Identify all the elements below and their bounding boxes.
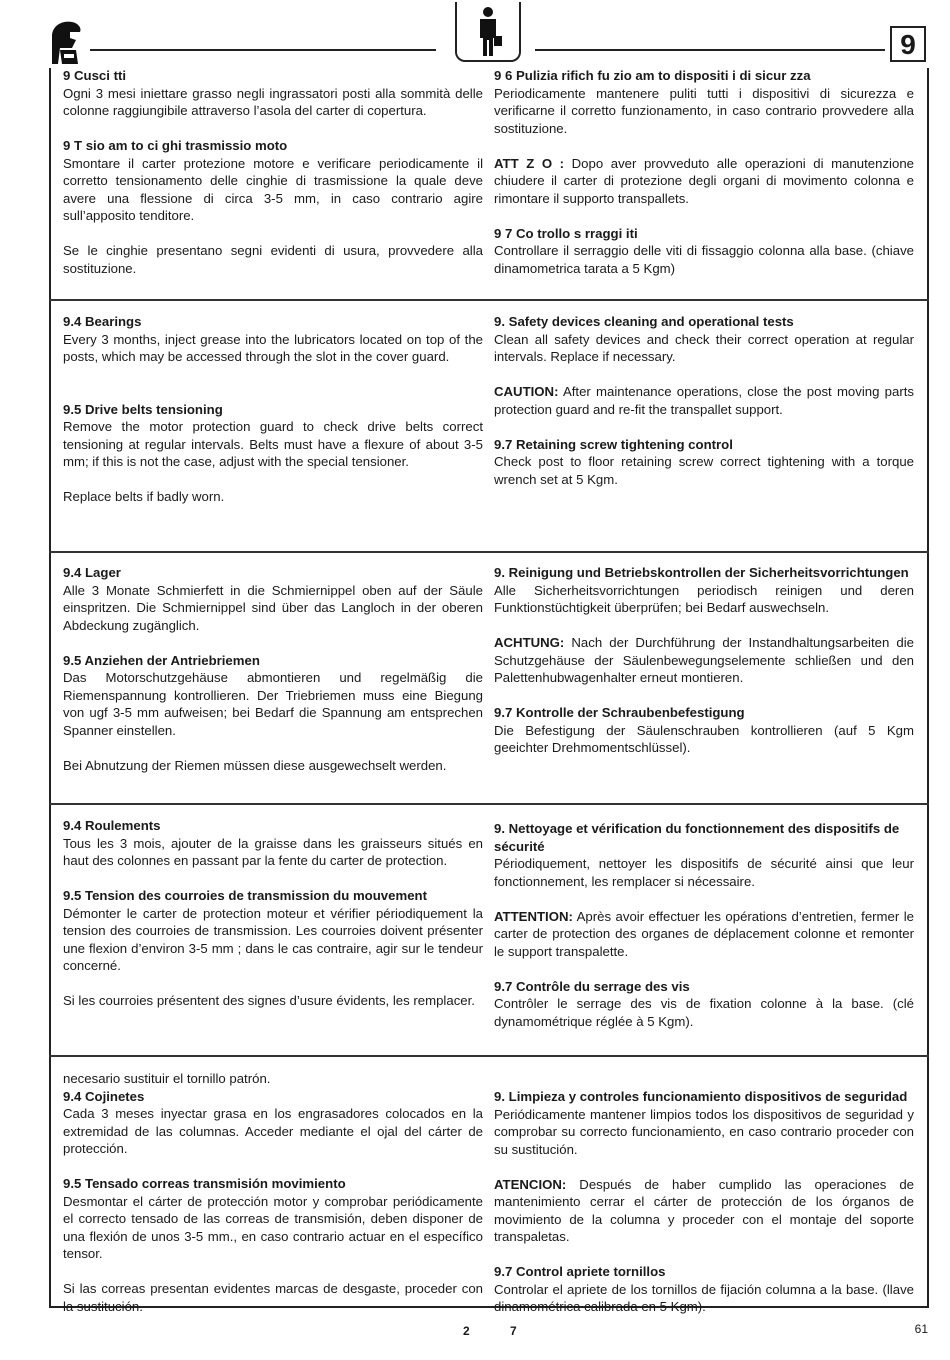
- section-de-left: [63, 564, 483, 792]
- section-heading: 9 T sio am to ci ghi trasmissio moto: [63, 138, 288, 153]
- section-divider: [49, 299, 929, 301]
- section-heading: 9.4 Bearings: [63, 314, 142, 329]
- section-de-right: [494, 564, 914, 774]
- chapter-number: 9: [890, 26, 926, 62]
- section-heading: 9 7 Co trollo s rraggi iti: [494, 225, 638, 241]
- section-it-right: [494, 67, 914, 295]
- paragraph: Tous les 3 mois, ajouter de la graisse dans les graisseurs situés en haut des colonnes en passant par la fente du carter de protection.: [63, 835, 483, 868]
- section-fr-left: [63, 817, 483, 1027]
- paragraph: Ogni 3 mesi iniettare grasso negli ingrassatori posti alla sommità delle colonne raggiungibile attraverso l’asola del carter di copertura.: [63, 85, 483, 118]
- warning-paragraph: [494, 155, 914, 208]
- paragraph: Si las correas presentan evidentes marcas de desgaste, proceder con la sustitución.: [63, 1281, 483, 1314]
- paragraph: Replace belts if badly worn.: [63, 489, 225, 504]
- warning-text: Après avoir effectuer les opérations d’entretien, fermer le carter de protection des organes de déplacement colonne et remonter le support transpalette.: [494, 908, 914, 959]
- section-heading: 9. Reinigung und Betriebskontrollen der Sicherheitsvorrichtungen: [494, 565, 909, 580]
- paragraph: Si les courroies présentent des signes d’usure évidents, les remplacer.: [63, 993, 475, 1008]
- section-heading: 9 6 Pulizia rifich fu zio am to dispositi i di sicur zza: [494, 68, 811, 83]
- header-rule-left: [90, 49, 436, 51]
- paragraph: Se le cinghie presentano segni evidenti di usura, provvedere alla sostituzione.: [63, 243, 483, 276]
- warning-paragraph: [494, 634, 914, 687]
- section-divider: [49, 551, 929, 553]
- section-en-right: [494, 313, 914, 506]
- paragraph: Desmontar el cárter de protección motor y comprobar periódicamente el correcto tensado de las correas de transmisión, deben disponer de una flexión de unos 3-5 mm., en caso contrario actuar en el específico tensor.: [63, 1193, 483, 1261]
- warning-text: After maintenance operations, close the post moving parts protection guard and re-fit the transpallet support.: [494, 384, 914, 417]
- section-divider: [49, 1055, 929, 1057]
- paragraph: Alle 3 Monate Schmierfett in die Schmiernippel oben auf der Säule einspritzen. Die Schmiernippel sind über das Langloch in der oberen Abdeckung zugänglich.: [63, 582, 483, 633]
- paragraph: Démonter le carter de protection moteur et vérifier périodiquement la tension des courroies de transmission. Les courroies doivent présenter une flexion d’environ 3-5 mm ; dans le cas contraire, agir sur le tendeur concerné.: [63, 905, 483, 973]
- section-en-left: [63, 313, 483, 523]
- footer-code-right: 7: [510, 1324, 517, 1338]
- paragraph: Controlar el apriete de los tornillos de fijación columna a la base. (llave dinamométrica calibrada en 5 Kgm).: [494, 1281, 914, 1314]
- page-header: [0, 0, 950, 70]
- section-heading: 9 Cusci tti: [63, 68, 127, 83]
- paragraph: necesario sustituir el tornillo patrón.: [63, 1071, 271, 1086]
- section-heading: 9. Nettoyage et vérification du fonctionnement des dispositifs de sécurité: [494, 821, 900, 854]
- section-heading: 9. Safety devices cleaning and operational tests: [494, 314, 794, 329]
- warning-text: Después de haber cumplido las operaciones de mantenimiento cerrar el cárter de protección de los órganos de movimiento de la columna y proceder con el montaje del soporte transpaletas.: [494, 1176, 914, 1244]
- page-number: 61: [914, 1322, 928, 1336]
- warning-paragraph: [494, 383, 914, 418]
- section-heading: 9.7 Retaining screw tightening control: [494, 436, 733, 452]
- paragraph: Controllare il serraggio delle viti di fissaggio colonna alla base. (chiave dinamometrica tarata a 5 Kgm): [494, 243, 914, 276]
- warning-paragraph: [494, 908, 914, 961]
- paragraph: Every 3 months, inject grease into the lubricators located on top of the posts, which may be accessed through the slot in the cover guard.: [63, 331, 483, 364]
- section-fr-right: [494, 820, 914, 1048]
- operator-icon: [472, 6, 504, 58]
- paragraph: Contrôler le serrage des vis de fixation colonne à la base. (clé dynamométrique réglée à 5 Kgm).: [494, 996, 914, 1029]
- section-heading: 9.5 Drive belts tensioning: [63, 401, 223, 417]
- warning-text: Nach der Durchführung der Instandhaltungsarbeiten die Schutzgehäuse der Säulenbewegungselemente schließen und den Palettenhubwagenhalter erneut montieren.: [494, 635, 914, 685]
- warning-label: CAUTION:: [494, 384, 559, 399]
- paragraph: Periódicamente mantener limpios todos los dispositivos de seguridad y comprobar su correcto funcionamiento, en caso contrario proceder con su sustitución.: [494, 1106, 914, 1157]
- section-heading: 9.5 Anziehen der Antriebriemen: [63, 652, 260, 668]
- warning-label: ACHTUNG:: [494, 635, 565, 650]
- section-it-left: [63, 67, 483, 295]
- warning-label: ATT Z O :: [494, 155, 565, 171]
- paragraph: Die Befestigung der Säulenschrauben kontrollieren (auf 5 Kgm geeichter Drehmomentschlüssel).: [494, 722, 914, 755]
- header-rule-right: [535, 49, 885, 51]
- section-heading: 9.5 Tensado correas transmisión movimiento: [63, 1176, 346, 1191]
- operator-icon-box: [455, 2, 521, 62]
- section-heading: 9.4 Lager: [63, 565, 121, 580]
- paragraph: Remove the motor protection guard to check drive belts correct tensioning at regular intervals. Belts must have a flexure of about 3-5 mm; if this is not the case, adjust with the special tensioner.: [63, 419, 483, 469]
- warning-paragraph: [494, 1176, 914, 1246]
- paragraph: Check post to floor retaining screw correct tightening with a torque wrench set at 5 Kgm.: [494, 454, 914, 487]
- warning-text: Dopo aver provveduto alle operazioni di manutenzione chiudere il carter di protezione degli organi di movimento colonna e rimontare il supporto transpallets.: [494, 155, 914, 206]
- section-es-right: [494, 1088, 914, 1333]
- paragraph: Cada 3 meses inyectar grasa en los engrasadores colocados en la extremidad de las columnas. Acceder mediante el ojal del cárter de protección.: [63, 1106, 483, 1156]
- warning-label: ATTENTION:: [494, 908, 573, 924]
- section-es-left: [63, 1070, 483, 1333]
- section-heading: 9.7 Contrôle du serrage des vis: [494, 978, 690, 994]
- footer-code-left: 2: [463, 1324, 470, 1338]
- section-heading: 9.7 Kontrolle der Schraubenbefestigung: [494, 705, 745, 720]
- paragraph: Alle Sicherheitsvorrichtungen periodisch reinigen und deren Funktionstüchtigkeit überprüfen; bei Bedarf auswechseln.: [494, 582, 914, 615]
- paragraph: Das Motorschutzgehäuse abmontieren und regelmäßig die Riemenspannung kontrollieren. Der Triebriemen muss eine Biegung von ugf 3-5 mm aufweisen; bei Bedarf die Spannung am entsprechen Spanner einstellen.: [63, 670, 483, 738]
- section-heading: 9.4 Roulements: [63, 818, 161, 833]
- section-divider: [49, 803, 929, 805]
- section-heading: 9.7 Control apriete tornillos: [494, 1264, 666, 1279]
- section-heading: 9. Limpieza y controles funcionamiento dispositivos de seguridad: [494, 1089, 908, 1104]
- paragraph: Periodicamente mantenere puliti tutti i dispositivi di sicurezza e verificarne il corretto funzionamento, in caso contrario provvedere alla sostituzione.: [494, 85, 914, 136]
- warning-label: ATENCION:: [494, 1176, 567, 1192]
- paragraph: Périodiquement, nettoyer les dispositifs de sécurité ainsi que leur fonctionnement, les remplacer si nécessaire.: [494, 856, 914, 889]
- section-heading: 9.5 Tension des courroies de transmission du mouvement: [63, 888, 427, 903]
- paragraph: Smontare il carter protezione motore e verificare periodicamente il corretto tensionamento delle cinghie di trasmissione la quale deve avere una flessione di circa 3-5 mm, in caso contrario agire sull’apposito tenditore.: [63, 155, 483, 223]
- paragraph: Bei Abnutzung der Riemen müssen diese ausgewechselt werden.: [63, 757, 447, 773]
- section-heading: 9.4 Cojinetes: [63, 1088, 145, 1104]
- paragraph: Clean all safety devices and check their correct operation at regular intervals. Replace if necessary.: [494, 331, 914, 364]
- brand-logo-icon: [46, 18, 86, 68]
